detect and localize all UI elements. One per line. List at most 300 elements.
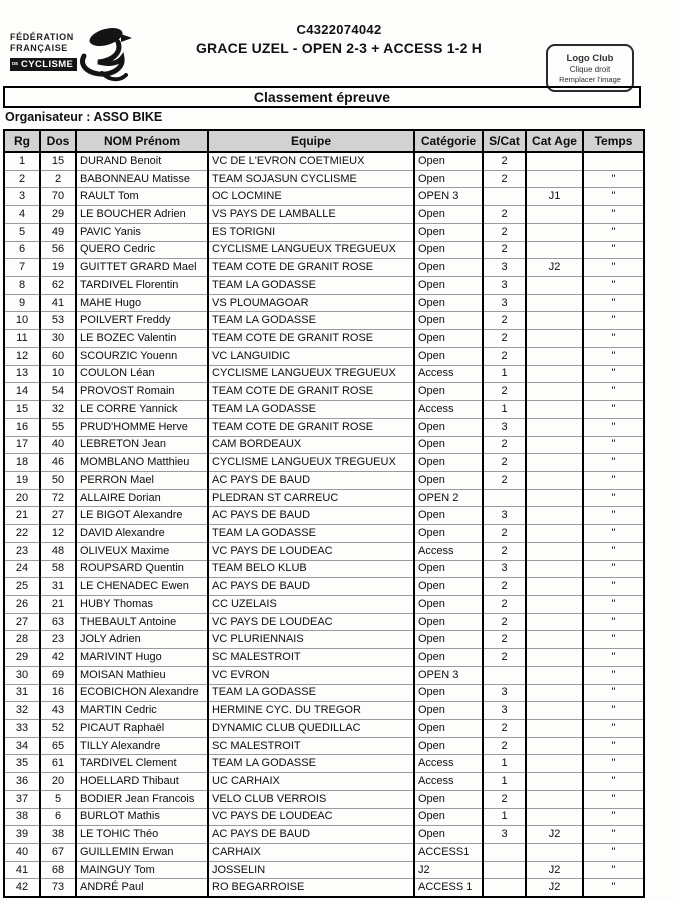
- cell-dos: 40: [40, 436, 76, 454]
- cell-rg: 2: [4, 170, 40, 188]
- cell-equipe: OC LOCMINE: [208, 188, 414, 206]
- cell-temps: ": [583, 206, 644, 224]
- table-row: [4, 259, 644, 277]
- cell-cat-age: J2: [526, 879, 583, 897]
- cell-temps: ": [583, 560, 644, 578]
- cell-dos: 43: [40, 702, 76, 720]
- table-row: [4, 188, 644, 206]
- cell-dos: 69: [40, 666, 76, 684]
- cell-nom-prenom: POILVERT Freddy: [76, 312, 208, 330]
- cell-rg: 33: [4, 720, 40, 738]
- cell-s-cat: 3: [483, 507, 526, 525]
- cell-rg: 21: [4, 507, 40, 525]
- cell-temps: ": [583, 277, 644, 295]
- cell-equipe: ES TORIGNI: [208, 223, 414, 241]
- cell-dos: 31: [40, 578, 76, 596]
- cell-categorie: Open: [414, 826, 483, 844]
- cell-dos: 67: [40, 844, 76, 862]
- cell-s-cat: 3: [483, 560, 526, 578]
- cell-temps: ": [583, 861, 644, 879]
- table-row: [4, 631, 644, 649]
- cell-s-cat: 2: [483, 330, 526, 348]
- cell-s-cat: 1: [483, 755, 526, 773]
- ffc-text-de: DE: [12, 61, 19, 66]
- cell-temps: ": [583, 383, 644, 401]
- cell-nom-prenom: HUBY Thomas: [76, 595, 208, 613]
- cell-dos: 10: [40, 365, 76, 383]
- cell-temps: ": [583, 702, 644, 720]
- cell-s-cat: 3: [483, 259, 526, 277]
- cell-cat-age: [526, 790, 583, 808]
- cell-s-cat: 2: [483, 613, 526, 631]
- col-header-nom-prenom: NOM Prénom: [76, 130, 208, 152]
- cell-s-cat: 3: [483, 684, 526, 702]
- cell-s-cat: 2: [483, 525, 526, 543]
- cell-cat-age: [526, 649, 583, 667]
- cell-categorie: OPEN 3: [414, 666, 483, 684]
- cell-rg: 14: [4, 383, 40, 401]
- cell-temps: ": [583, 879, 644, 897]
- cell-s-cat: 2: [483, 542, 526, 560]
- cell-rg: 4: [4, 206, 40, 224]
- cell-dos: 70: [40, 188, 76, 206]
- cell-s-cat: 3: [483, 294, 526, 312]
- cell-dos: 61: [40, 755, 76, 773]
- cell-temps: ": [583, 418, 644, 436]
- cell-s-cat: [483, 861, 526, 879]
- cell-categorie: Open: [414, 560, 483, 578]
- cell-nom-prenom: BODIER Jean Francois: [76, 790, 208, 808]
- cell-rg: 42: [4, 879, 40, 897]
- cell-s-cat: 2: [483, 454, 526, 472]
- cell-equipe: SC MALESTROIT: [208, 649, 414, 667]
- cell-equipe: TEAM COTE DE GRANIT ROSE: [208, 259, 414, 277]
- table-row: [4, 755, 644, 773]
- cell-dos: 55: [40, 418, 76, 436]
- cell-rg: 25: [4, 578, 40, 596]
- cell-equipe: CAM BORDEAUX: [208, 436, 414, 454]
- cell-equipe: PLEDRAN ST CARREUC: [208, 489, 414, 507]
- cell-cat-age: [526, 170, 583, 188]
- cell-s-cat: 2: [483, 471, 526, 489]
- cell-cat-age: [526, 613, 583, 631]
- cell-rg: 10: [4, 312, 40, 330]
- cell-cat-age: [526, 578, 583, 596]
- cell-dos: 72: [40, 489, 76, 507]
- cell-dos: 52: [40, 720, 76, 738]
- table-row: [4, 152, 644, 170]
- cell-dos: 49: [40, 223, 76, 241]
- cell-temps: ": [583, 294, 644, 312]
- cell-temps: ": [583, 826, 644, 844]
- cell-temps: ": [583, 401, 644, 419]
- col-header-s-cat: S/Cat: [483, 130, 526, 152]
- cell-equipe: TEAM LA GODASSE: [208, 277, 414, 295]
- cell-categorie: Open: [414, 790, 483, 808]
- table-row: [4, 542, 644, 560]
- cell-nom-prenom: THEBAULT Antoine: [76, 613, 208, 631]
- ffc-text-francaise: FRANÇAISE: [10, 43, 68, 53]
- ffc-text-cyclisme: CYCLISME: [21, 58, 74, 70]
- cell-categorie: Open: [414, 259, 483, 277]
- cell-s-cat: 2: [483, 223, 526, 241]
- cell-rg: 38: [4, 808, 40, 826]
- table-row: [4, 702, 644, 720]
- cell-nom-prenom: PICAUT Raphaël: [76, 720, 208, 738]
- cell-nom-prenom: GUITTET GRARD Mael: [76, 259, 208, 277]
- cell-cat-age: [526, 454, 583, 472]
- table-row: [4, 861, 644, 879]
- cell-s-cat: 2: [483, 790, 526, 808]
- cell-temps: ": [583, 454, 644, 472]
- cell-categorie: Open: [414, 241, 483, 259]
- cell-categorie: Open: [414, 383, 483, 401]
- cell-s-cat: 2: [483, 347, 526, 365]
- cell-equipe: VC EVRON: [208, 666, 414, 684]
- table-row: [4, 578, 644, 596]
- table-row: [4, 489, 644, 507]
- banner-box: [3, 86, 641, 108]
- table-row: [4, 436, 644, 454]
- cell-categorie: Open: [414, 223, 483, 241]
- cell-equipe: CYCLISME LANGUEUX TREGUEUX: [208, 365, 414, 383]
- cell-nom-prenom: PERRON Mael: [76, 471, 208, 489]
- cell-nom-prenom: PAVIC Yanis: [76, 223, 208, 241]
- cell-categorie: Open: [414, 170, 483, 188]
- cell-rg: 31: [4, 684, 40, 702]
- cell-temps: ": [583, 808, 644, 826]
- cell-rg: 8: [4, 277, 40, 295]
- cell-categorie: Open: [414, 684, 483, 702]
- cell-rg: 16: [4, 418, 40, 436]
- cell-categorie: J2: [414, 861, 483, 879]
- cell-temps: ": [583, 170, 644, 188]
- cell-cat-age: [526, 702, 583, 720]
- cell-nom-prenom: MAHE Hugo: [76, 294, 208, 312]
- cell-dos: 21: [40, 595, 76, 613]
- cell-equipe: TEAM SOJASUN CYCLISME: [208, 170, 414, 188]
- cell-nom-prenom: MARTIN Cedric: [76, 702, 208, 720]
- cell-cat-age: [526, 365, 583, 383]
- cell-rg: 41: [4, 861, 40, 879]
- cell-categorie: ACCESS 1: [414, 879, 483, 897]
- cell-cat-age: [526, 507, 583, 525]
- cell-categorie: OPEN 3: [414, 188, 483, 206]
- cell-cat-age: J1: [526, 188, 583, 206]
- cell-equipe: AC PAYS DE BAUD: [208, 826, 414, 844]
- table-row: [4, 525, 644, 543]
- table-row: [4, 454, 644, 472]
- cell-categorie: Open: [414, 312, 483, 330]
- table-row: [4, 720, 644, 738]
- table-row: [4, 773, 644, 791]
- cell-cat-age: [526, 383, 583, 401]
- table-header-row: [4, 130, 644, 152]
- organizer-line: Organisateur : ASSO BIKE: [5, 110, 163, 124]
- cell-temps: ": [583, 436, 644, 454]
- cell-cat-age: [526, 844, 583, 862]
- col-header-categorie: Catégorie: [414, 130, 483, 152]
- cell-dos: 30: [40, 330, 76, 348]
- cell-s-cat: 3: [483, 277, 526, 295]
- cell-rg: 15: [4, 401, 40, 419]
- cell-equipe: TEAM LA GODASSE: [208, 312, 414, 330]
- cell-equipe: RO BEGARROISE: [208, 879, 414, 897]
- table-row: [4, 241, 644, 259]
- cell-dos: 54: [40, 383, 76, 401]
- cell-nom-prenom: LE CHENADEC Ewen: [76, 578, 208, 596]
- cell-s-cat: 2: [483, 312, 526, 330]
- cell-categorie: Access: [414, 401, 483, 419]
- cell-nom-prenom: LE TOHIC Théo: [76, 826, 208, 844]
- cell-rg: 6: [4, 241, 40, 259]
- cell-equipe: AC PAYS DE BAUD: [208, 471, 414, 489]
- cell-nom-prenom: QUERO Cedric: [76, 241, 208, 259]
- col-header-temps: Temps: [583, 130, 644, 152]
- cell-temps: ": [583, 595, 644, 613]
- cell-rg: 39: [4, 826, 40, 844]
- table-row: [4, 879, 644, 897]
- cell-dos: 56: [40, 241, 76, 259]
- cell-temps: ": [583, 365, 644, 383]
- cell-temps: ": [583, 507, 644, 525]
- cell-nom-prenom: PROVOST Romain: [76, 383, 208, 401]
- cell-nom-prenom: ANDRÉ Paul: [76, 879, 208, 897]
- cell-temps: ": [583, 720, 644, 738]
- cell-rg: 1: [4, 152, 40, 170]
- cell-s-cat: 1: [483, 808, 526, 826]
- cell-rg: 17: [4, 436, 40, 454]
- cell-s-cat: 2: [483, 206, 526, 224]
- cell-nom-prenom: HOELLARD Thibaut: [76, 773, 208, 791]
- cell-cat-age: [526, 206, 583, 224]
- cell-rg: 27: [4, 613, 40, 631]
- cell-categorie: Open: [414, 613, 483, 631]
- logo-club-hint-2: Remplacer l'image: [559, 74, 621, 84]
- cell-dos: 65: [40, 737, 76, 755]
- cell-cat-age: [526, 489, 583, 507]
- cell-nom-prenom: MOMBLANO Matthieu: [76, 454, 208, 472]
- cell-s-cat: [483, 879, 526, 897]
- cell-rg: 18: [4, 454, 40, 472]
- cell-categorie: Open: [414, 152, 483, 170]
- col-header-cat-age: Cat Age: [526, 130, 583, 152]
- cell-s-cat: 2: [483, 720, 526, 738]
- cell-s-cat: [483, 666, 526, 684]
- event-code: C4322074042: [296, 22, 382, 37]
- cell-temps: ": [583, 649, 644, 667]
- cell-cat-age: [526, 152, 583, 170]
- cell-equipe: AC PAYS DE BAUD: [208, 578, 414, 596]
- cell-s-cat: [483, 489, 526, 507]
- cell-cat-age: [526, 312, 583, 330]
- cell-dos: 73: [40, 879, 76, 897]
- table-row: [4, 347, 644, 365]
- col-header-dos: Dos: [40, 130, 76, 152]
- cell-s-cat: 1: [483, 365, 526, 383]
- cell-categorie: Access: [414, 755, 483, 773]
- cell-dos: 20: [40, 773, 76, 791]
- col-header-equipe: Equipe: [208, 130, 414, 152]
- cell-s-cat: 3: [483, 418, 526, 436]
- cell-cat-age: [526, 525, 583, 543]
- cell-rg: 35: [4, 755, 40, 773]
- cell-equipe: CARHAIX: [208, 844, 414, 862]
- cell-temps: ": [583, 578, 644, 596]
- cell-rg: 30: [4, 666, 40, 684]
- cell-temps: ": [583, 613, 644, 631]
- cell-rg: 24: [4, 560, 40, 578]
- table-row: [4, 330, 644, 348]
- cell-temps: ": [583, 259, 644, 277]
- cell-nom-prenom: LE BOUCHER Adrien: [76, 206, 208, 224]
- cell-dos: 5: [40, 790, 76, 808]
- cell-categorie: Open: [414, 294, 483, 312]
- cell-rg: 36: [4, 773, 40, 791]
- cell-s-cat: 2: [483, 170, 526, 188]
- table-row: [4, 277, 644, 295]
- cell-temps: ": [583, 790, 644, 808]
- cell-s-cat: 2: [483, 737, 526, 755]
- table-row: [4, 560, 644, 578]
- cell-temps: ": [583, 684, 644, 702]
- logo-club-hint-1: Clique droit: [569, 64, 611, 74]
- cell-s-cat: 1: [483, 401, 526, 419]
- cell-rg: 32: [4, 702, 40, 720]
- table-row: [4, 223, 644, 241]
- table-row: [4, 613, 644, 631]
- cell-cat-age: [526, 684, 583, 702]
- cell-dos: 53: [40, 312, 76, 330]
- cell-dos: 2: [40, 170, 76, 188]
- cell-s-cat: 2: [483, 383, 526, 401]
- cell-temps: ": [583, 773, 644, 791]
- table-row: [4, 790, 644, 808]
- cell-cat-age: [526, 542, 583, 560]
- cell-rg: 22: [4, 525, 40, 543]
- cell-rg: 11: [4, 330, 40, 348]
- cell-rg: 9: [4, 294, 40, 312]
- cell-cat-age: [526, 330, 583, 348]
- cell-cat-age: [526, 241, 583, 259]
- cell-categorie: Open: [414, 436, 483, 454]
- cell-dos: 15: [40, 152, 76, 170]
- cell-dos: 50: [40, 471, 76, 489]
- ffc-cyclisme-bar: [10, 58, 77, 72]
- col-header-rg: Rg: [4, 130, 40, 152]
- cell-nom-prenom: BURLOT Mathis: [76, 808, 208, 826]
- cell-cat-age: J2: [526, 826, 583, 844]
- cell-temps: ": [583, 542, 644, 560]
- table-row: [4, 507, 644, 525]
- table-row: [4, 471, 644, 489]
- table-row: [4, 666, 644, 684]
- cell-equipe: VS PAYS DE LAMBALLE: [208, 206, 414, 224]
- cell-rg: 13: [4, 365, 40, 383]
- cell-categorie: Open: [414, 702, 483, 720]
- cell-temps: [583, 152, 644, 170]
- cell-categorie: Open: [414, 347, 483, 365]
- cell-s-cat: [483, 844, 526, 862]
- cell-dos: 48: [40, 542, 76, 560]
- cell-nom-prenom: ECOBICHON Alexandre: [76, 684, 208, 702]
- cell-s-cat: 2: [483, 152, 526, 170]
- cell-rg: 23: [4, 542, 40, 560]
- cell-nom-prenom: DAVID Alexandre: [76, 525, 208, 543]
- cell-dos: 42: [40, 649, 76, 667]
- table-row: [4, 737, 644, 755]
- cell-s-cat: 2: [483, 649, 526, 667]
- cell-categorie: Open: [414, 808, 483, 826]
- table-row: [4, 649, 644, 667]
- cell-cat-age: [526, 720, 583, 738]
- cell-equipe: VC LANGUIDIC: [208, 347, 414, 365]
- cell-s-cat: 3: [483, 702, 526, 720]
- cell-nom-prenom: LE BOZEC Valentin: [76, 330, 208, 348]
- cell-dos: 32: [40, 401, 76, 419]
- cell-rg: 3: [4, 188, 40, 206]
- cell-nom-prenom: OLIVEUX Maxime: [76, 542, 208, 560]
- cell-cat-age: J2: [526, 259, 583, 277]
- cell-cat-age: [526, 737, 583, 755]
- cell-nom-prenom: SCOURZIC Youenn: [76, 347, 208, 365]
- cell-equipe: VC PAYS DE LOUDEAC: [208, 542, 414, 560]
- table-row: [4, 418, 644, 436]
- cell-categorie: Open: [414, 737, 483, 755]
- logo-club-placeholder: [546, 44, 634, 92]
- cell-nom-prenom: ALLAIRE Dorian: [76, 489, 208, 507]
- cell-dos: 12: [40, 525, 76, 543]
- cell-equipe: TEAM COTE DE GRANIT ROSE: [208, 330, 414, 348]
- table-row: [4, 312, 644, 330]
- table-row: [4, 365, 644, 383]
- cell-temps: ": [583, 489, 644, 507]
- cell-nom-prenom: JOLY Adrien: [76, 631, 208, 649]
- table-row: [4, 684, 644, 702]
- cell-rg: 7: [4, 259, 40, 277]
- cell-cat-age: [526, 277, 583, 295]
- cell-rg: 20: [4, 489, 40, 507]
- cell-nom-prenom: LE BIGOT Alexandre: [76, 507, 208, 525]
- cell-cat-age: [526, 631, 583, 649]
- cell-nom-prenom: BABONNEAU Matisse: [76, 170, 208, 188]
- cell-s-cat: 2: [483, 631, 526, 649]
- cell-dos: 23: [40, 631, 76, 649]
- cell-dos: 68: [40, 861, 76, 879]
- cell-s-cat: 2: [483, 436, 526, 454]
- table-row: [4, 206, 644, 224]
- cell-nom-prenom: TILLY Alexandre: [76, 737, 208, 755]
- cell-rg: 26: [4, 595, 40, 613]
- cell-dos: 46: [40, 454, 76, 472]
- cell-equipe: TEAM BELO KLUB: [208, 560, 414, 578]
- cell-categorie: Open: [414, 418, 483, 436]
- cell-dos: 27: [40, 507, 76, 525]
- cell-cat-age: [526, 347, 583, 365]
- cell-nom-prenom: TARDIVEL Florentin: [76, 277, 208, 295]
- cell-equipe: VS PLOUMAGOAR: [208, 294, 414, 312]
- cell-dos: 63: [40, 613, 76, 631]
- cell-s-cat: [483, 188, 526, 206]
- cell-categorie: ACCESS1: [414, 844, 483, 862]
- cell-equipe: DYNAMIC CLUB QUEDILLAC: [208, 720, 414, 738]
- cell-temps: ": [583, 666, 644, 684]
- table-row: [4, 844, 644, 862]
- cell-nom-prenom: DURAND Benoit: [76, 152, 208, 170]
- cell-categorie: Open: [414, 649, 483, 667]
- cell-temps: ": [583, 312, 644, 330]
- cell-cat-age: J2: [526, 861, 583, 879]
